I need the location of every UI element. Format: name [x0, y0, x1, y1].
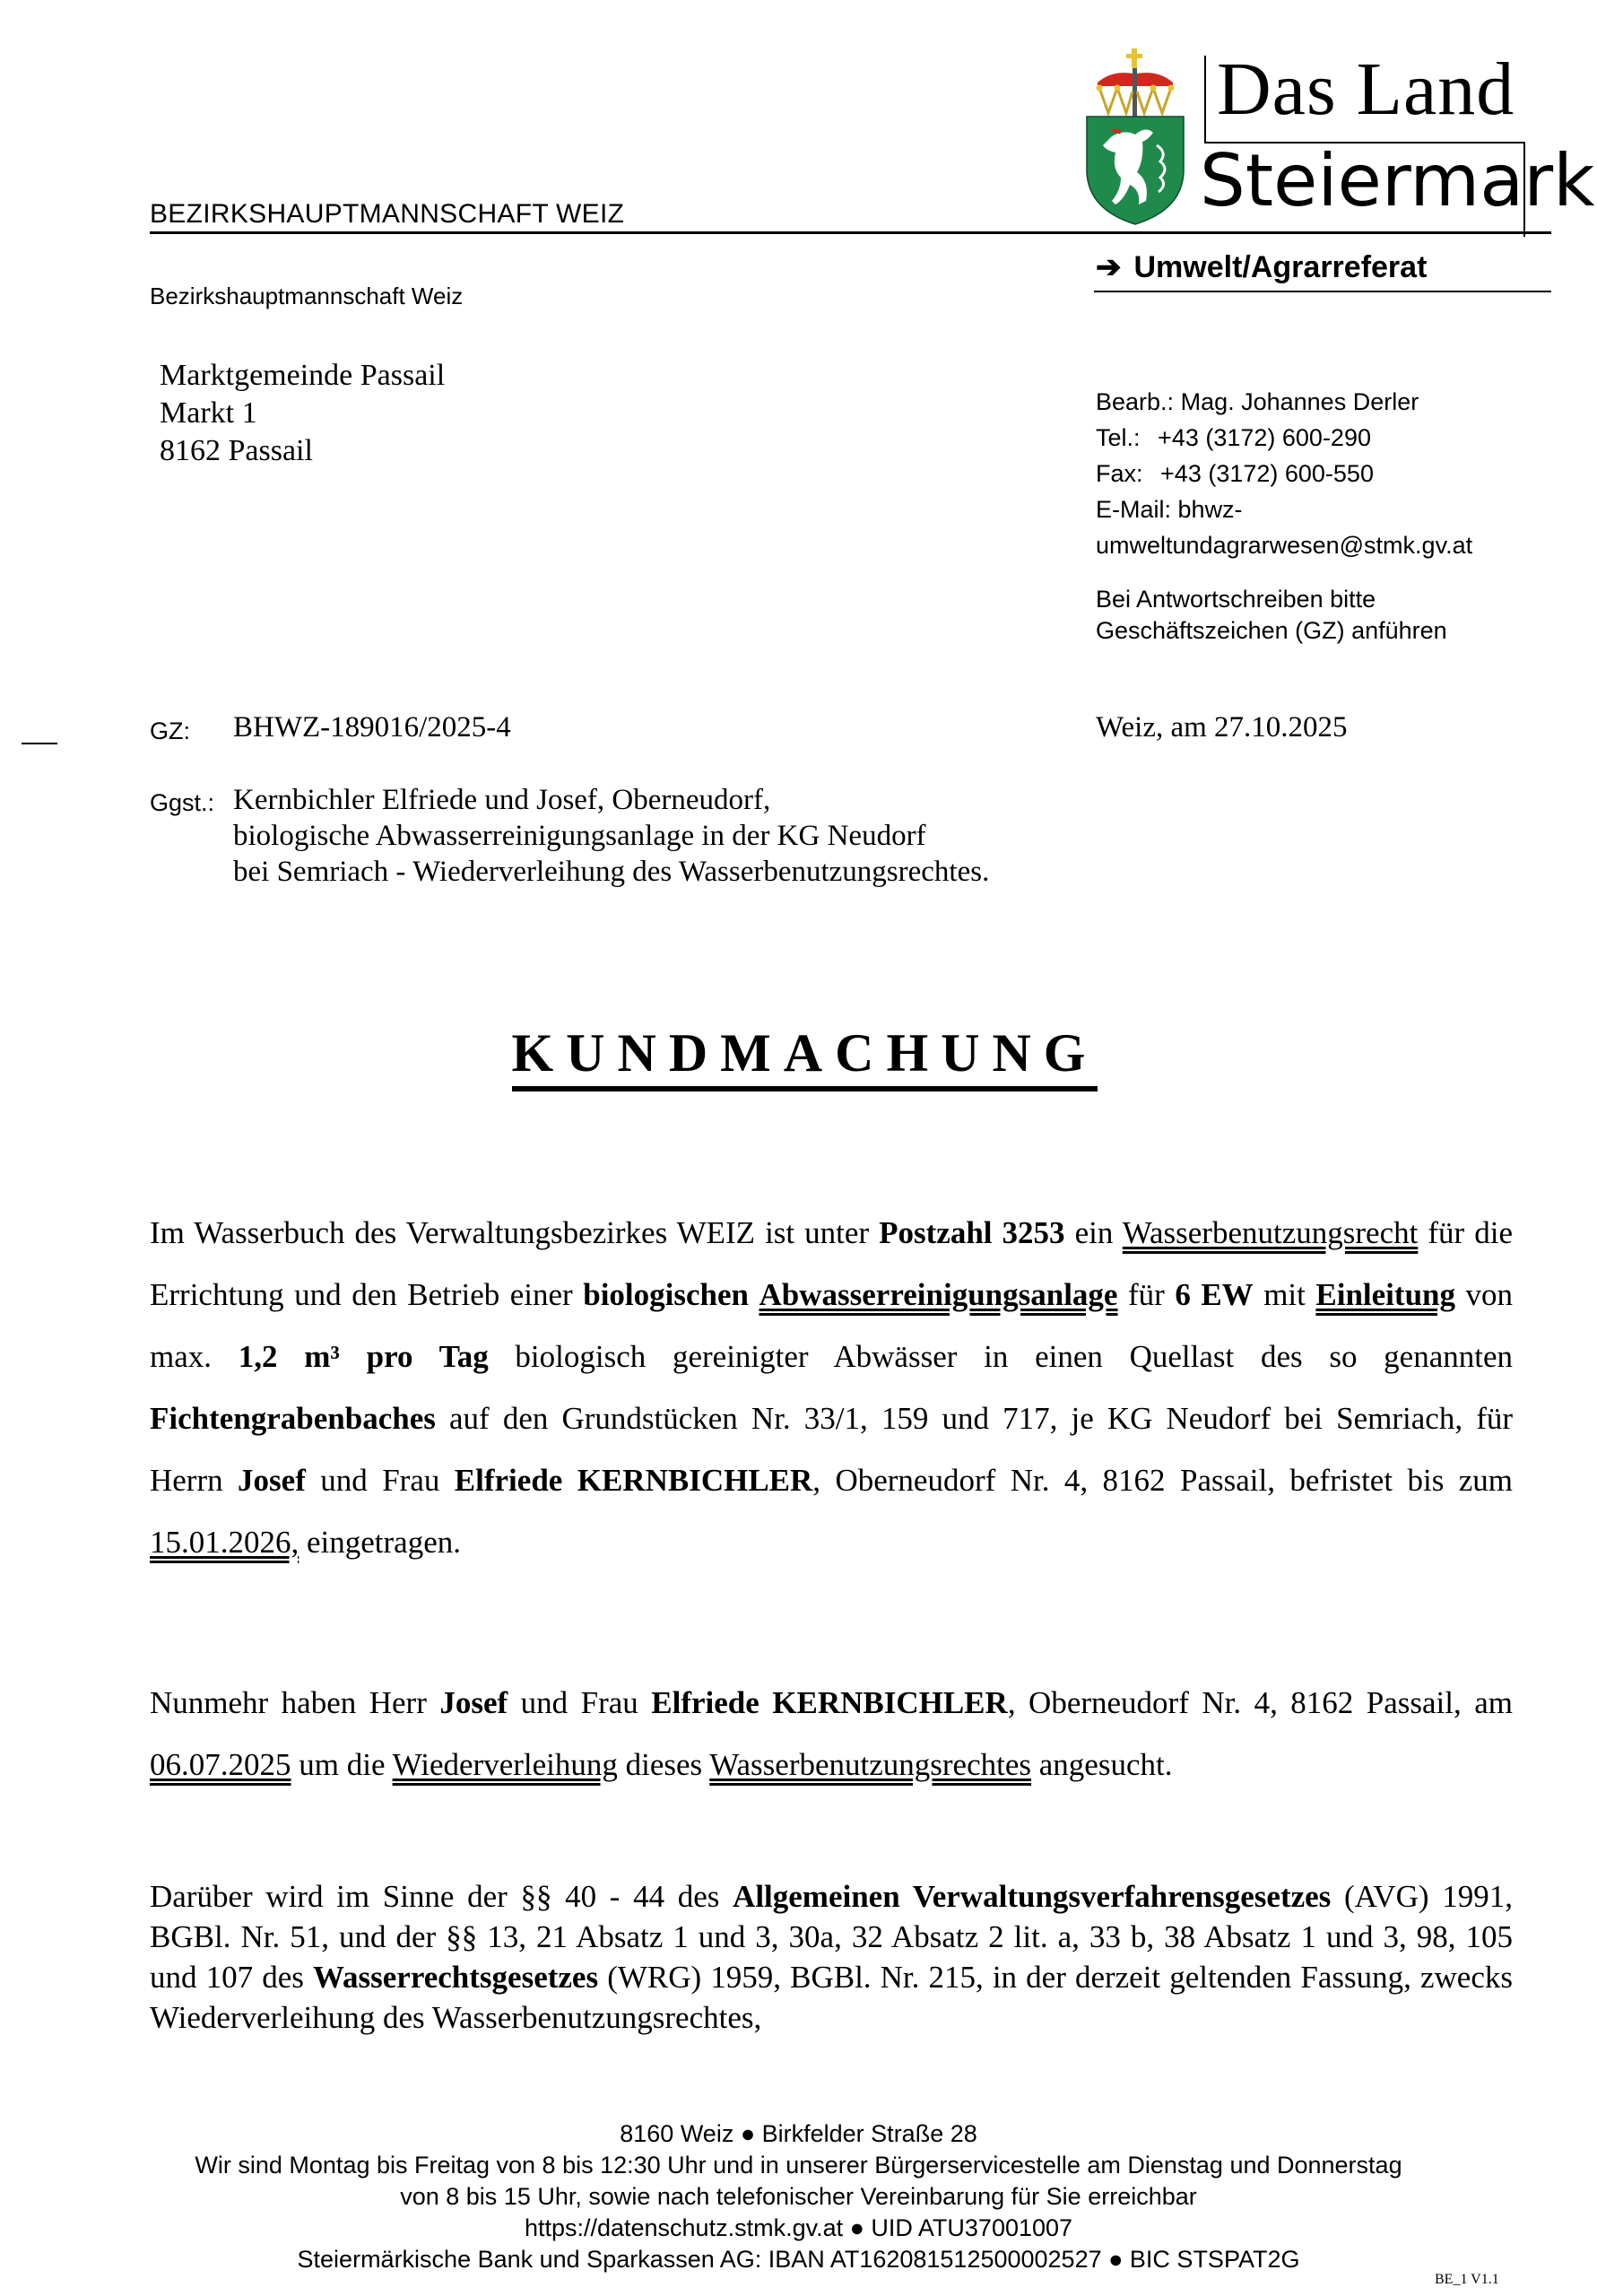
emphasis-bold: Josef: [439, 1685, 508, 1720]
text: für die Errichtung und den Betrieb einer: [150, 1215, 1513, 1312]
version-mark: BE_1 V1.1: [1435, 2272, 1499, 2287]
text: , Oberneudorf Nr. 4, 8162 Passail, befristet bis zum: [812, 1463, 1514, 1498]
fax-label: Fax:: [1096, 460, 1143, 487]
sender-line: Bezirkshauptmannschaft Weiz: [150, 283, 464, 309]
emphasis-bold: Elfriede KERNBICHLER: [454, 1463, 813, 1498]
text: biologisch gereinigter Abwässer in einen Quellast des so genannten: [488, 1339, 1514, 1374]
text: auf den Grundstücken Nr. 33/1, 159 und 717, je KG Neudorf bei Semriach, für Herrn: [150, 1401, 1513, 1498]
tel-row: [1096, 420, 1472, 456]
contact-block: [1096, 384, 1472, 563]
logo: [1085, 47, 1595, 239]
document-title-text: KUNDMACHUNG: [512, 1023, 1098, 1091]
text: , Oberneudorf Nr. 4, 8162 Passail, am: [1007, 1685, 1513, 1720]
text: um die: [291, 1747, 393, 1782]
recipient-street: Markt 1: [160, 396, 257, 430]
emphasis-underlined: 06.07.2025: [150, 1747, 291, 1782]
emphasis-bold: biologischen: [583, 1277, 749, 1312]
text: Nunmehr haben Herr: [150, 1685, 440, 1720]
fold-mark: [22, 743, 57, 744]
emphasis-underlined: Wasserbenutzungsrecht: [1122, 1215, 1419, 1250]
email-label: E-Mail:: [1096, 496, 1172, 523]
emphasis-bold: 1,2 m³ pro Tag: [238, 1339, 489, 1374]
text: und Frau: [305, 1463, 455, 1498]
emphasis-bold: Elfriede KERNBICHLER: [651, 1685, 1008, 1720]
fax-row: [1096, 456, 1472, 491]
text: (WRG) 1959, BGBl. Nr. 215, in der derzeit geltenden Fassung, zwecks Wiederverleihung des Wasserbenutzungsrechtes,: [150, 1960, 1513, 2035]
text: mit: [1253, 1277, 1316, 1312]
emphasis-bold-underlined: Abwasserreinigungsanlage: [759, 1277, 1118, 1312]
emphasis-underlined: Wiederverleihung: [392, 1747, 618, 1782]
body-paragraph-1: [150, 1202, 1513, 1573]
emphasis-bold: Wasserrechtsgesetzes: [312, 1960, 599, 1995]
tel-value[interactable]: +43 (3172) 600-290: [1158, 424, 1371, 451]
reference-note-line-2: Geschäftszeichen (GZ) anführen: [1096, 617, 1447, 644]
email-link-part-1[interactable]: bhwz-: [1177, 496, 1243, 523]
header-rule: [150, 231, 1100, 234]
body-paragraph-2: [150, 1672, 1513, 1796]
handler-label: Bearb.:: [1096, 388, 1175, 415]
reference-note: [1096, 584, 1447, 647]
footer-hours-1: Wir sind Montag bis Freitag von 8 bis 12:30 Uhr und in unserer Bürgerservicestelle am Dienstag und Donnerstag: [195, 2152, 1402, 2179]
fax-value: +43 (3172) 600-550: [1160, 460, 1374, 487]
text: für: [1117, 1277, 1176, 1312]
text: ein: [1064, 1215, 1123, 1250]
text: (AVG) 1991, BGBl. Nr. 51, und der §§ 13, 21 Absatz 1 und 3, 30a, 32 Absatz 2 lit. a, 33 b, 38 Absatz 1 und 3, 98, 105 und 107 des: [150, 1879, 1513, 1995]
email-row-2: [1096, 527, 1472, 563]
footer: [0, 2118, 1597, 2275]
logo-title-line-2: Steiermark: [1200, 139, 1595, 222]
emphasis-bold-underlined: Einleitung: [1315, 1277, 1455, 1312]
logo-title-line-1: Das Land: [1217, 48, 1515, 131]
footer-bank: Steiermärkische Bank und Sparkassen AG: IBAN AT162081512500002527 ● BIC STSPAT2G: [297, 2246, 1300, 2273]
department: [1096, 249, 1427, 285]
email-link-part-2[interactable]: umweltundagrarwesen@stmk.gv.at: [1096, 532, 1473, 559]
text: und Frau: [508, 1685, 652, 1720]
date-line: Weiz, am 27.10.2025: [1096, 711, 1348, 744]
department-name: Umwelt/Agrarreferat: [1133, 250, 1428, 284]
authority-heading: BEZIRKSHAUPTMANNSCHAFT WEIZ: [150, 199, 625, 229]
text: Darüber wird im Sinne der §§ 40 - 44 des: [150, 1879, 733, 1914]
handler-name: Mag. Johannes Derler: [1180, 388, 1419, 415]
recipient-address: [160, 357, 445, 470]
subject-label: Ggst.:: [150, 789, 215, 816]
emphasis-bold: 6 EW: [1175, 1277, 1254, 1312]
text: eingetragen.: [299, 1525, 461, 1560]
subject: [233, 782, 989, 890]
subject-line-3: bei Semriach - Wiederverleihung des Wasserbenutzungsrechtes.: [233, 856, 990, 888]
logo-rule: [1092, 231, 1551, 234]
emphasis-bold: Josef: [238, 1463, 306, 1498]
footer-address: 8160 Weiz ● Birkfelder Straße 28: [620, 2120, 977, 2147]
subject-line-1: Kernbichler Elfriede und Josef, Oberneudorf,: [233, 784, 771, 816]
footer-privacy-link[interactable]: https://datenschutz.stmk.gv.at ● UID ATU37001007: [524, 2214, 1073, 2241]
reference-note-line-1: Bei Antwortschreiben bitte: [1096, 586, 1376, 613]
text: angesucht.: [1031, 1747, 1173, 1782]
department-rule: [1094, 291, 1551, 292]
coat-of-arms-icon: [1085, 47, 1185, 226]
gz-value: BHWZ-189016/2025-4: [233, 711, 511, 744]
recipient-name: Marktgemeinde Passail: [160, 359, 446, 392]
handler-row: [1096, 384, 1472, 420]
arrow-right-icon: ➔: [1096, 250, 1122, 284]
postzahl: Postzahl 3253: [879, 1215, 1065, 1250]
document-title: [0, 1022, 1597, 1084]
gz-label: GZ:: [150, 718, 190, 744]
tel-label: Tel.:: [1096, 424, 1141, 451]
footer-hours-2: von 8 bis 15 Uhr, sowie nach telefonischer Vereinbarung für Sie erreichbar: [400, 2183, 1197, 2210]
body-paragraph-3: [150, 1876, 1513, 2038]
recipient-city: 8162 Passail: [160, 434, 313, 467]
subject-line-2: biologische Abwasserreinigungsanlage in der KG Neudorf: [233, 820, 926, 852]
text: von max.: [150, 1277, 1514, 1374]
emphasis-underlined: Wasserbenutzungsrechtes: [709, 1747, 1031, 1782]
emphasis-bold: Fichtengrabenbaches: [150, 1401, 436, 1436]
emphasis-bold: Allgemeinen Verwaltungsverfahrensgesetzes: [733, 1879, 1332, 1914]
emphasis-underlined: 15.01.2026,: [150, 1525, 299, 1560]
text: [749, 1277, 759, 1312]
email-row: [1096, 491, 1472, 527]
text: Im Wasserbuch des Verwaltungsbezirkes WEIZ ist unter: [150, 1215, 880, 1250]
text: dieses: [617, 1747, 710, 1782]
